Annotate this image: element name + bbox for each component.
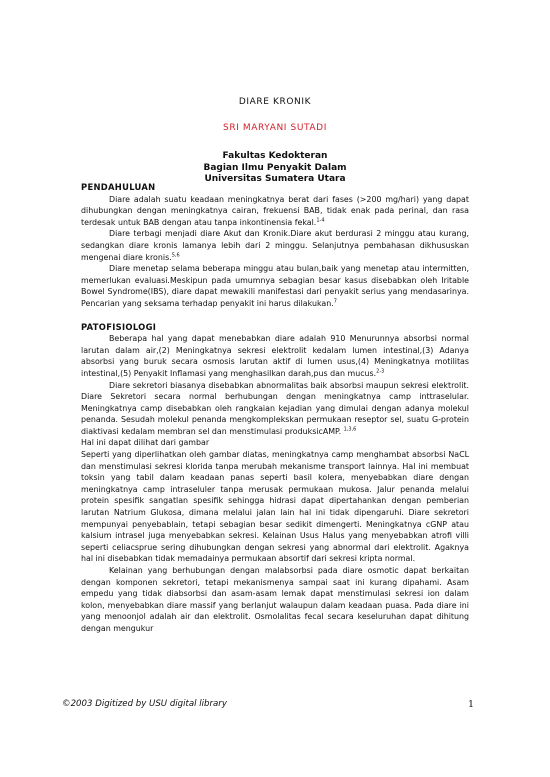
citation: 1,3,6 [343,426,357,433]
paragraph [81,263,469,309]
affiliation-line: Bagian Ilmu Penyakit Dalam [203,162,347,173]
paragraph-text: Beberapa hal yang dapat menebabkan diare adalah 910 Menurunnya absorbsi normal larutan dalam air,(2) Meningkatnya sekresi elektrolit kedalam lumen intestinal,(3) Adanya absorbsi yang buruk secara osmosis larutan aktif di lumen usus,(4) Meningkatnya motilitas intestinal,(5) Penyakit Inflamasi yang menghasilkan darah,pus dan mucus. [81,334,469,378]
section-heading-patofisiologi: PATOFISIOLOGI [81,321,157,332]
paragraph [81,194,469,229]
affiliation-line: Fakultas Kedokteran [222,151,328,161]
paper-title: DIARE KRONIK [238,97,312,107]
paragraph-text: Diare menetap selama beberapa minggu atau bulan,baik yang menetap atau intermitten, memerlukan evaluasi.Meskipun pada umumnya sebagian besar kasus disebabkan oleh Iritable Bowel Syndrome(IBS), diare dapat mewakili manifestasi dari penyakit serius yang mendasarinya. Pencarian yang seksama terhadap penyakit ini harus dilakukan. [81,264,469,308]
author-name: SRI MARYANI SUTADI [223,123,327,133]
paragraph: Hal ini dapat dilihat dari gambar [81,438,210,448]
citation: 5,6 [171,251,180,258]
affiliation [0,151,550,186]
paragraph-text: Diare terbagi menjadi diare Akut dan Kronik.Diare akut berdurasi 2 minggu atau kurang, sedangkan diare kronis lamanya lebih dari 2 minggu. Selanjutnya pembahasan dikhususkan mengenai diare kronis. [81,229,469,262]
paragraph: Seperti yang diperlihatkan oleh gambar diatas, meningkatnya camp menghambat absorbsi NaCL dan menstimulasi sekresi klorida tanpa merubah mekanisme transport lainnya. Hal ini membuat toksin yang tabil dalam keadaan panas seperti basil kolera, menyebabkan diare dengan meningkatnya camp intraseluler tanpa merusak permukaan mukosa. Jalur penanda melalui protein spesifik sangatlan spesifik sehingga hidrasi dapat dipertahankan dengan pemberian larutan Natrium Glukosa, dimana melalui jalan lain hal ini tidak dipengaruhi. Diare sekretori mempunyai penyebablain, tetapi sebagian besar sedikit dimengerti. Meningkatnya cGNP atau kalsium intrasel juga menyebabkan sekresi. Kelainan Usus Halus yang menyebabkan atrofi villi seperti celiacsprue sering dihubungkan dengan sekresi yang abnormal dari elektrolit. Agaknya hal ini disebabkan tidak memadainya permukaan absortif dari sekresi kripta normal. [81,450,469,564]
body-text [81,182,469,635]
paragraph [81,333,469,379]
spacer [81,310,469,322]
paragraph [81,228,469,263]
title-block [0,96,550,186]
citation: 2-3 [376,368,385,375]
citation: 7 [333,298,337,305]
citation: 1-4 [316,217,325,224]
section-heading-pendahuluan: PENDAHULUAN [81,182,156,192]
page-footer [62,699,474,713]
copyright-notice: ©2003 Digitized by USU digital library [62,699,227,709]
paragraph-text: Diare sekretori biasanya disebabkan abnormalitas baik absorbsi maupun sekresi elektrolit. Diare Sekretori secara normal berhubungan dengan meningkatnya camp inttraselular. Meningkatnya camp disebabkan oleh rangkaian kejadian yang dimulai dengan adanya molekul penanda. Sesudah molekul penanda mengkomplekskan permukaan reseptor sel, suatu G-protein diaktivasi kedalam membran sel dan menstimulasi produksicAMP. [81,380,469,436]
paragraph: Kelainan yang berhubungan dengan malabsorbsi pada diare osmotic dapat berkaitan dengan komponen sekretori, tetapi mekanismenya sampai saat ini kurang dipahami. Asam empedu yang tidak diabsorbsi dan asam-asam lemak dapat menstimulasi sekresi ion dalam kolon, menyebabkan diare massif yang berlanjut walaupun dalam keadaan puasa. Pada diare ini yang menoonjol adalah air dan elektrolit. Osmolalitas fecal secara keseluruhan dapat dihitung dengan mengukur [81,566,469,633]
affiliation-line: Universitas Sumatera Utara [204,174,346,184]
page-number: 1 [467,699,474,710]
paragraph [81,380,469,438]
paragraph-text: Diare adalah suatu keadaan meningkatnya berat dari fases (>200 mg/hari) yang dapat dihubungkan dengan meningkatnya cairan, frekuensi BAB, tidak enak pada perinal, dan rasa terdesak untuk BAB dengan atau tanpa inkontinensia fekal. [81,194,469,227]
